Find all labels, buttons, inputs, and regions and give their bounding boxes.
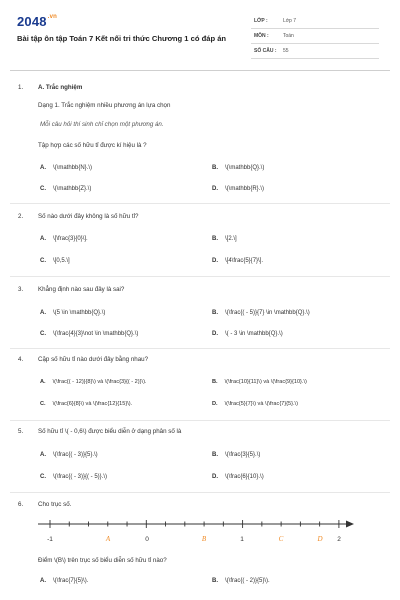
- question-divider: [10, 492, 390, 493]
- question-number: 4.: [18, 356, 24, 363]
- answer-option[interactable]: [40, 452, 98, 458]
- meta-subject: [251, 29, 379, 44]
- option-label: A.: [40, 236, 46, 242]
- question-number: 5.: [18, 428, 24, 435]
- label-minus-one: -1: [47, 536, 53, 543]
- option-label: C.: [40, 474, 46, 480]
- option-text: \(\mathbb{Z}.\): [53, 186, 92, 192]
- answer-option[interactable]: [40, 379, 146, 385]
- question-text: Số nào dưới đây không là số hữu tỉ?: [38, 213, 139, 220]
- question-text: Cặp số hữu tỉ nào dưới đây bằng nhau?: [38, 356, 149, 363]
- meta-key: LỚP :: [254, 18, 268, 24]
- option-text: \(\frac{( - 12)}{8}\) và \(\frac{3}{( - 2)}\).: [52, 379, 147, 385]
- question-number: 1.: [18, 84, 24, 91]
- option-text: \(\mathbb{R}.\): [225, 186, 265, 192]
- answer-option[interactable]: [212, 186, 264, 192]
- option-text: \(\frac{( - 3)}{5}.\): [53, 452, 98, 458]
- option-label: B.: [212, 578, 218, 584]
- meta-value: Toán: [283, 33, 294, 39]
- subsection-heading: Dạng 1. Trắc nghiệm nhiều phương án lựa chọn: [38, 102, 171, 109]
- meta-count: [251, 44, 379, 59]
- question-number: 2.: [18, 213, 24, 220]
- option-label: D.: [212, 474, 218, 480]
- option-text: \(\frac{5}{7}\) và \(\frac{7}{5}.\): [224, 401, 298, 407]
- option-text: \(\mathbb{N}.\): [53, 165, 93, 171]
- option-text: \[\frac{3}{0}\].: [53, 236, 88, 242]
- answer-option[interactable]: [212, 236, 237, 242]
- option-label: A.: [40, 165, 46, 171]
- answer-option[interactable]: [212, 310, 310, 316]
- option-text: \[4\frac{5}{7}\].: [225, 258, 264, 264]
- option-label: D.: [212, 401, 218, 407]
- point-label-c: C: [278, 535, 284, 543]
- option-text: \(\frac{7}{5}\).: [53, 578, 89, 584]
- option-text: \(\frac{( - 5)}{7} \in \mathbb{Q}.\): [225, 310, 310, 316]
- label-two: 2: [337, 536, 341, 543]
- option-text: \(\frac{6}{10}.\): [225, 474, 264, 480]
- question-divider: [10, 276, 390, 277]
- question-number: 6.: [18, 501, 24, 508]
- page-title: Bài tập ôn tập Toán 7 Kết nối tri thức Chương 1 có đáp án: [17, 34, 227, 43]
- answer-option[interactable]: [40, 310, 105, 316]
- question-divider: [10, 420, 390, 421]
- answer-option[interactable]: [212, 165, 264, 171]
- option-label: C.: [40, 331, 46, 337]
- question-text: Số hữu tỉ \( - 0,6\) được biểu diễn ở dạng phân số là: [38, 428, 182, 435]
- meta-key: SỐ CÂU :: [254, 48, 277, 54]
- point-label-b: B: [201, 535, 207, 543]
- option-text: \(\frac{( - 3)}{( - 5)}.\): [53, 474, 108, 480]
- option-label: D.: [212, 186, 218, 192]
- option-label: A.: [40, 452, 46, 458]
- option-label: D.: [212, 258, 218, 264]
- label-zero: 0: [145, 536, 149, 543]
- question-text: Tập hợp các số hữu tỉ được kí hiệu là ?: [38, 142, 147, 149]
- page-header: [0, 0, 400, 64]
- label-one: 1: [240, 536, 244, 543]
- option-label: B.: [212, 452, 218, 458]
- option-text: \[2.\]: [225, 236, 237, 242]
- header-divider: [10, 70, 390, 71]
- question-text: Khẳng định nào sau đây là sai?: [38, 286, 125, 293]
- answer-option[interactable]: [40, 186, 91, 192]
- point-label-d: D: [317, 535, 323, 543]
- question-number: 3.: [18, 286, 24, 293]
- option-text: \( - 3 \in \mathbb{Q}.\): [225, 331, 283, 337]
- option-text: \(5 \in \mathbb{Q}.\): [53, 310, 106, 316]
- option-label: B.: [212, 236, 218, 242]
- option-label: A.: [40, 310, 46, 316]
- question-text: Cho trục số.: [38, 501, 72, 508]
- answer-option[interactable]: [212, 578, 270, 584]
- option-label: A.: [40, 578, 46, 584]
- answer-option[interactable]: [40, 165, 92, 171]
- meta-class: [251, 14, 379, 29]
- site-logo[interactable]: [17, 14, 57, 29]
- question-subtext: Điểm \(B\) trên trục số biểu diễn số hữu tỉ nào?: [38, 557, 167, 564]
- option-label: D.: [212, 331, 218, 337]
- question-divider: [10, 203, 390, 204]
- section-heading: A. Trắc nghiệm: [38, 84, 83, 91]
- option-label: C.: [40, 186, 46, 192]
- option-label: B.: [212, 310, 218, 316]
- answer-option[interactable]: [40, 331, 138, 337]
- meta-key: MÔN :: [254, 33, 269, 39]
- answer-option[interactable]: [212, 379, 307, 385]
- answer-option[interactable]: [40, 236, 88, 242]
- answer-option[interactable]: [40, 401, 132, 407]
- option-text: \(\frac{10}{11}\) và \(\frac{9}{10}.\): [224, 379, 307, 385]
- point-label-a: A: [105, 535, 111, 543]
- number-line: [36, 515, 356, 545]
- answer-option[interactable]: [212, 331, 283, 337]
- meta-value: Lớp 7: [283, 18, 297, 24]
- option-text: \(\frac{3}{5}.\): [225, 452, 261, 458]
- logo-text: 2048: [17, 14, 47, 29]
- logo-suffix: .vn: [47, 14, 58, 20]
- option-text: \(\frac{6}{8}\) và \(\frac{12}{15}\).: [52, 401, 133, 407]
- option-text: \(\mathbb{Q}.\): [225, 165, 265, 171]
- answer-option[interactable]: [212, 258, 263, 264]
- option-label: A.: [40, 379, 46, 385]
- meta-value: 55: [283, 48, 289, 54]
- option-label: B.: [212, 165, 218, 171]
- arrow-head: [346, 521, 354, 528]
- option-label: C.: [40, 258, 46, 264]
- question-divider: [10, 348, 390, 349]
- answer-option[interactable]: [40, 258, 70, 264]
- answer-option[interactable]: [40, 578, 88, 584]
- option-text: \[0,5.\]: [53, 258, 70, 264]
- option-text: \(\frac{( - 2)}{5}\).: [225, 578, 270, 584]
- answer-option[interactable]: [40, 474, 107, 480]
- instruction-text: Mỗi câu hỏi thí sinh chỉ chọn một phương án.: [40, 121, 164, 128]
- answer-option[interactable]: [212, 401, 298, 407]
- option-text: \(\frac{4}{3}\not \in \mathbb{Q}.\): [53, 331, 139, 337]
- answer-option[interactable]: [212, 474, 264, 480]
- option-label: C.: [40, 401, 46, 407]
- answer-option[interactable]: [212, 452, 260, 458]
- option-label: B.: [212, 379, 218, 385]
